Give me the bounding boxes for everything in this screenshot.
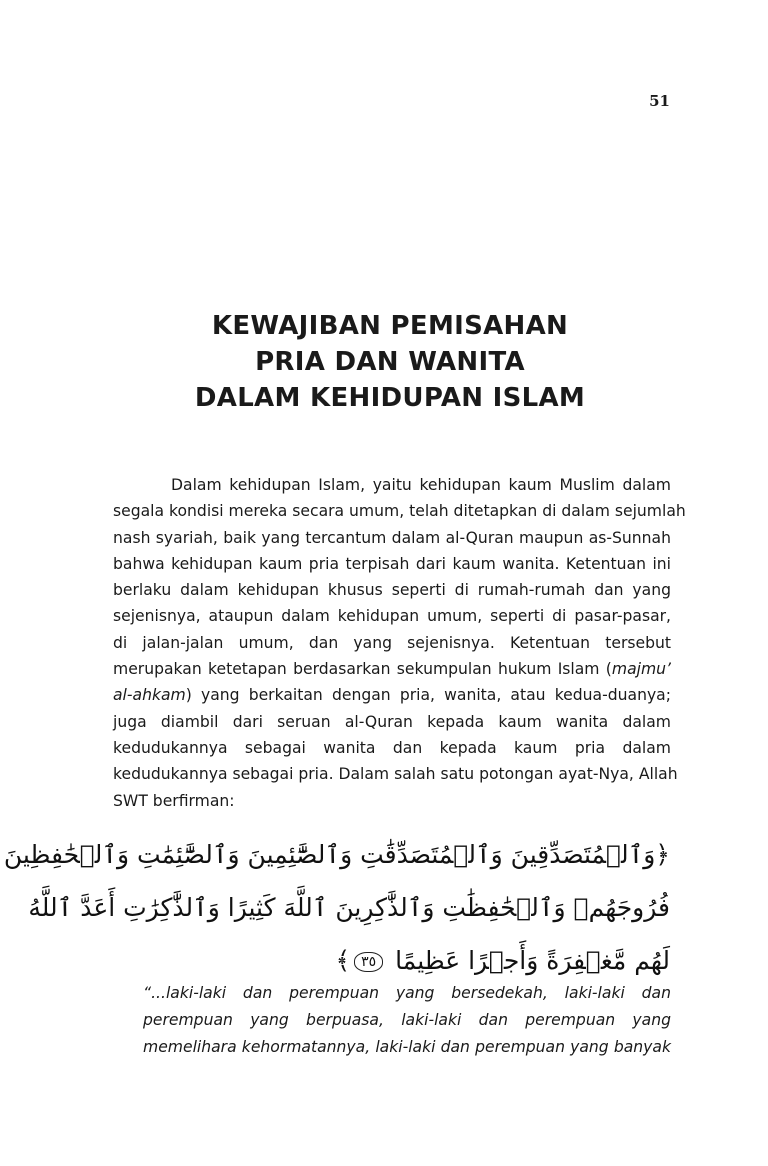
body-line (113, 682, 671, 708)
italic-term: majmu’ (611, 660, 671, 679)
body-line: SWT berfirman: (113, 791, 235, 810)
ayah-number-marker: ٣٥ (354, 952, 383, 972)
quran-line-1: ﴿وَٱلۡمُتَصَدِّقِينَ وَٱلۡمُتَصَدِّقَٰتِ وَٱلصَّٰٓئِمِينَ وَٱلصَّٰٓئِمَٰتِ وَٱلۡحَٰفِظِينَ (3, 840, 670, 869)
quran-line-2: فُرُوجَهُمۡ وَٱلۡحَٰفِظَٰتِ وَٱلذَّٰكِرِينَ ٱللَّهَ كَثِيرًا وَٱلذَّٰكِرَٰتِ أَعَدَّ ٱللَّهُ (28, 893, 670, 922)
body-line: nash syariah, baik yang tercantum dalam al-Quran maupun as-Sunnah (113, 528, 671, 547)
body-line: kedudukannya sebagai wanita dan kepada kaum pria dalam (113, 738, 671, 757)
body-line: Dalam kehidupan Islam, yaitu kehidupan kaum Muslim dalam (171, 476, 671, 494)
body-line: sejenisnya, ataupun dalam kehidupan umum, seperti di pasar-pasar, (113, 607, 671, 626)
body-line: kedudukannya sebagai pria. Dalam salah satu potongan ayat-Nya, Allah (113, 765, 678, 784)
translation-line: “...laki-laki dan perempuan yang bersedekah, laki-laki dan (143, 984, 671, 1002)
translation-line: memelihara kehormatannya, laki-laki dan perempuan yang banyak (143, 1038, 671, 1056)
body-line: di jalan-jalan umum, dan yang sejenisnya. Ketentuan tersebut (113, 633, 671, 652)
italic-term: al-ahkam (113, 686, 186, 705)
chapter-title-line-2: PRIA DAN WANITA (255, 347, 525, 377)
chapter-title (110, 308, 670, 416)
page-number: 51 (649, 92, 670, 110)
body-line: berlaku dalam kehidupan khusus seperti di rumah-rumah dan yang (113, 581, 671, 600)
translation-line: perempuan yang berpuasa, laki-laki dan perempuan yang (143, 1011, 671, 1029)
body-text-segment: merupakan ketetapan berdasarkan sekumpulan hukum Islam ( (113, 660, 612, 679)
quran-line-3-text: لَهُم مَّغۡفِرَةً وَأَجۡرًا عَظِيمًا (395, 946, 670, 975)
body-line: segala kondisi mereka secara umum, telah ditetapkan di dalam sejumlah (113, 502, 686, 521)
chapter-title-line-3: DALAM KEHIDUPAN ISLAM (194, 383, 586, 413)
body-text-segment: ) yang berkaitan dengan pria, wanita, atau kedua-duanya; (185, 686, 671, 705)
body-line (113, 656, 671, 682)
verse-translation (143, 980, 671, 1061)
quran-verse (3, 828, 670, 987)
body-line: bahwa kehidupan kaum pria terpisah dari kaum wanita. Ketentuan ini (113, 554, 671, 573)
body-line: juga diambil dari seruan al-Quran kepada kaum wanita dalam (113, 712, 671, 731)
chapter-title-line-1: KEWAJIBAN PEMISAHAN (211, 311, 569, 341)
quran-closing-bracket: ﴾ (335, 946, 351, 975)
body-paragraph (113, 472, 686, 814)
